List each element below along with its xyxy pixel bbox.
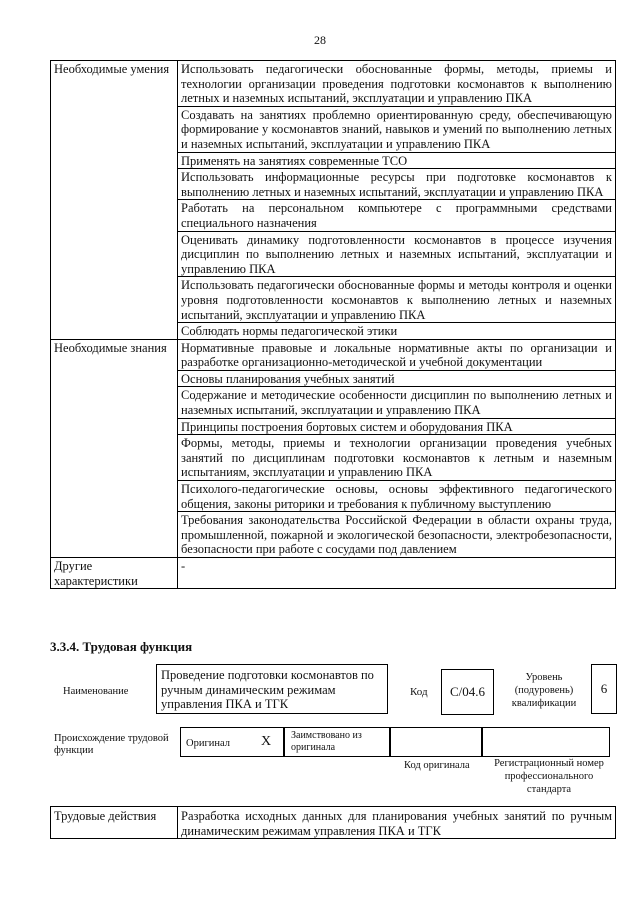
original-mark: X — [261, 734, 272, 749]
level-value: 6 — [591, 664, 617, 714]
name-label: Наименование — [63, 686, 129, 697]
code-label: Код — [410, 686, 428, 698]
skill-item: Оценивать динамику подготовленности космонавтов в процессе изучения дисциплин по выполнению летных и наземных испытаний, эксплуатации и управлению ПКА — [178, 231, 616, 277]
level-label: Уровень (подуровень) квалификации — [511, 672, 577, 709]
knowledge-item: Содержание и методические особенности дисциплин по выполнению летных и наземных испытаний, эксплуатации и управлению ПКА — [178, 387, 616, 418]
code-original-label: Код оригинала — [404, 760, 470, 771]
labor-actions-value: Разработка исходных данных для планирования учебных занятий по ручным динамическим режимам управления ПКА и ТГК — [178, 807, 616, 839]
labor-actions-label: Трудовые действия — [51, 807, 178, 839]
origin-cell-code — [390, 727, 482, 757]
original-label: Оригинал — [186, 738, 230, 749]
borrowed-label: Заимствовано из оригинала — [291, 730, 362, 753]
knowledge-label: Необходимые знания — [51, 339, 178, 557]
origin-cell-reg — [482, 727, 610, 757]
skill-item: Соблюдать нормы педагогической этики — [178, 323, 616, 340]
skill-item: Создавать на занятиях проблемно ориентированную среду, обеспечивающую формирование у космонавтов знаний, навыков и умений по выполнению летных и наземных испытаний, эксплуатации и управлению ПКА — [178, 106, 616, 152]
skill-item: Использовать информационные ресурсы при подготовке космонавтов к выполнению летных и наземных испытаний, эксплуатации и управлению ПКА — [178, 169, 616, 200]
skill-item: Использовать педагогически обоснованные формы, методы, приемы и технологии организации проведения подготовки космонавтов к выполнению летных и наземных испытаний, эксплуатации и управлению ПКА — [178, 61, 616, 107]
skill-item: Применять на занятиях современные ТСО — [178, 152, 616, 169]
function-code: C/04.6 — [441, 669, 494, 715]
reg-number-label: Регистрационный номер профессионального стандарта — [494, 758, 604, 795]
knowledge-item: Нормативные правовые и локальные нормативные акты по организации и разработке организационно-методической и учебной документации — [178, 339, 616, 370]
function-name: Проведение подготовки космонавтов по ручным динамическим режимам управления ПКА и ТГК — [156, 664, 388, 714]
skill-item: Работать на персональном компьютере с программными средствами специального назначения — [178, 200, 616, 231]
knowledge-item: Основы планирования учебных занятий — [178, 370, 616, 387]
section-title: 3.3.4. Трудовая функция — [50, 639, 193, 654]
origin-label: Происхождение трудовой функции — [54, 733, 169, 756]
knowledge-item: Формы, методы, приемы и технологии организации проведения учебных занятий по дисциплинам подготовки космонавтов к летным и наземным испытаниям, эксплуатации и управлению ПКА — [178, 435, 616, 481]
requirements-table — [50, 60, 616, 589]
skill-item: Использовать педагогически обоснованные формы и методы контроля и оценки уровня подготовленности космонавтов к выполнению летных и наземных испытаний, эксплуатации и управлению ПКА — [178, 277, 616, 323]
origin-row — [180, 727, 610, 757]
knowledge-item: Психолого-педагогические основы, основы эффективного педагогического общения, законы риторики и требования к публичному выступлению — [178, 481, 616, 512]
knowledge-item: Принципы построения бортовых систем и оборудования ПКА — [178, 418, 616, 435]
labor-actions-table — [50, 806, 616, 839]
other-label: Другие характеристики — [51, 558, 178, 589]
page-number: 28 — [314, 33, 326, 47]
other-value: - — [178, 558, 616, 589]
skills-label: Необходимые умения — [51, 61, 178, 340]
knowledge-item: Требования законодательства Российской Федерации в области охраны труда, промышленной, пожарной и экологической безопасности, электробезопасности, безопасности при работе с сосудами под давлением — [178, 512, 616, 558]
